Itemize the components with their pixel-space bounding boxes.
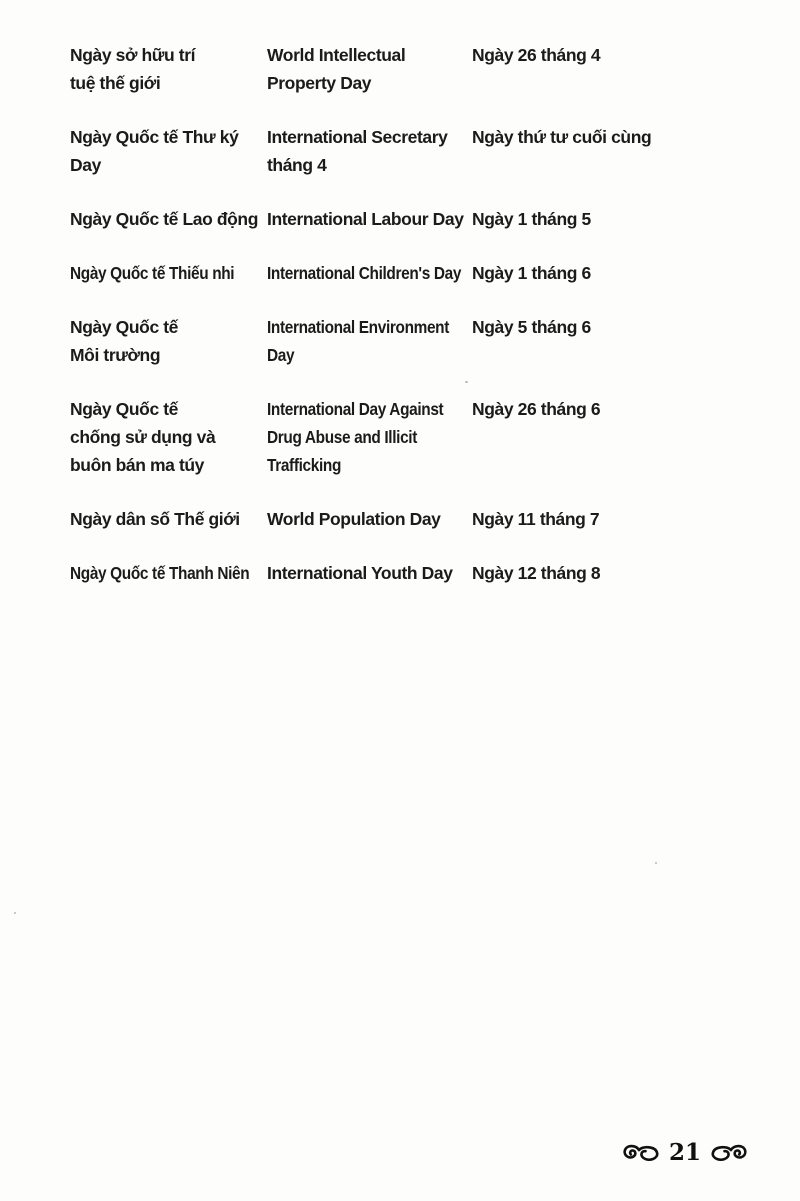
en-name-cell [267,41,472,97]
en-name-line: Drug Abuse and Illicit [267,427,417,447]
en-name-line: tháng 4 [267,155,327,175]
scan-speck [465,381,468,383]
vi-name-cell [70,395,267,479]
page-number: 21 [668,1139,701,1166]
date-line: Ngày 26 tháng 6 [472,399,601,419]
date-cell [472,123,772,151]
vi-name-line: tuệ thế giới [70,73,161,93]
date-cell [472,559,772,587]
observances-table [70,41,780,613]
table-row [70,41,780,97]
en-name-line: World Population Day [267,509,441,529]
en-name-line: International Children's Day [267,263,462,283]
vi-name-line: Ngày Quốc tế [70,317,179,337]
en-name-line: Day [267,345,295,365]
table-row [70,395,780,479]
date-line: Ngày 1 tháng 5 [472,209,591,229]
en-name-line: International Secretary [267,127,448,147]
date-cell [472,395,772,423]
scan-speck [14,912,16,914]
table-row [70,205,780,233]
en-name-line: International Day Against [267,399,444,419]
table-row [70,123,780,179]
en-name-cell [267,205,472,233]
table-row [70,259,780,287]
date-cell [472,259,772,287]
en-name-cell [267,313,472,369]
vi-name-line: Ngày Quốc tế Thư ký [70,127,239,147]
vi-name-line: buôn bán ma túy [70,455,205,475]
date-line: Ngày thứ tư cuối cùng [472,127,652,147]
scan-speck [655,862,657,864]
en-name-cell [267,505,472,533]
date-line: Ngày 1 tháng 6 [472,263,591,283]
vi-name-cell [70,313,267,369]
vi-name-cell [70,259,267,287]
vi-name-cell [70,123,267,179]
vi-name-line: Môi trường [70,345,161,365]
vi-name-cell [70,205,267,233]
vi-name-line: Ngày Quốc tế Thiếu nhi [70,263,235,283]
table-row [70,559,780,587]
vi-name-cell [70,559,267,587]
en-name-line: Trafficking [267,455,342,475]
date-cell [472,505,772,533]
vi-name-line: Ngày Quốc tế Lao động [70,209,258,229]
fleuron-right-icon [710,1143,748,1163]
vi-name-cell [70,41,267,97]
en-name-line: Property Day [267,73,372,93]
table-row [70,505,780,533]
vi-name-line: Ngày Quốc tế Thanh Niên [70,563,250,583]
date-line: Ngày 11 tháng 7 [472,509,600,529]
en-name-line: World Intellectual [267,45,406,65]
table-row [70,313,780,369]
en-name-cell [267,559,472,587]
date-line: Ngày 12 tháng 8 [472,563,601,583]
en-name-cell [267,259,472,287]
date-cell [472,205,772,233]
vi-name-line: Ngày Quốc tế [70,399,179,419]
date-cell [472,313,772,341]
date-line: Ngày 5 tháng 6 [472,317,591,337]
vi-name-line: Ngày sở hữu trí [70,45,196,65]
fleuron-left-icon [622,1143,660,1163]
vi-name-line: chống sử dụng và [70,427,216,447]
en-name-line: International Youth Day [267,563,453,583]
date-line: Ngày 26 tháng 4 [472,45,601,65]
vi-name-line: Ngày dân số Thế giới [70,509,240,529]
vi-name-line: Day [70,155,101,175]
vi-name-cell [70,505,267,533]
en-name-line: International Labour Day [267,209,464,229]
page-footer [622,1141,748,1165]
en-name-cell [267,395,472,479]
date-cell [472,41,772,69]
en-name-line: International Environment [267,317,450,337]
en-name-cell [267,123,472,179]
